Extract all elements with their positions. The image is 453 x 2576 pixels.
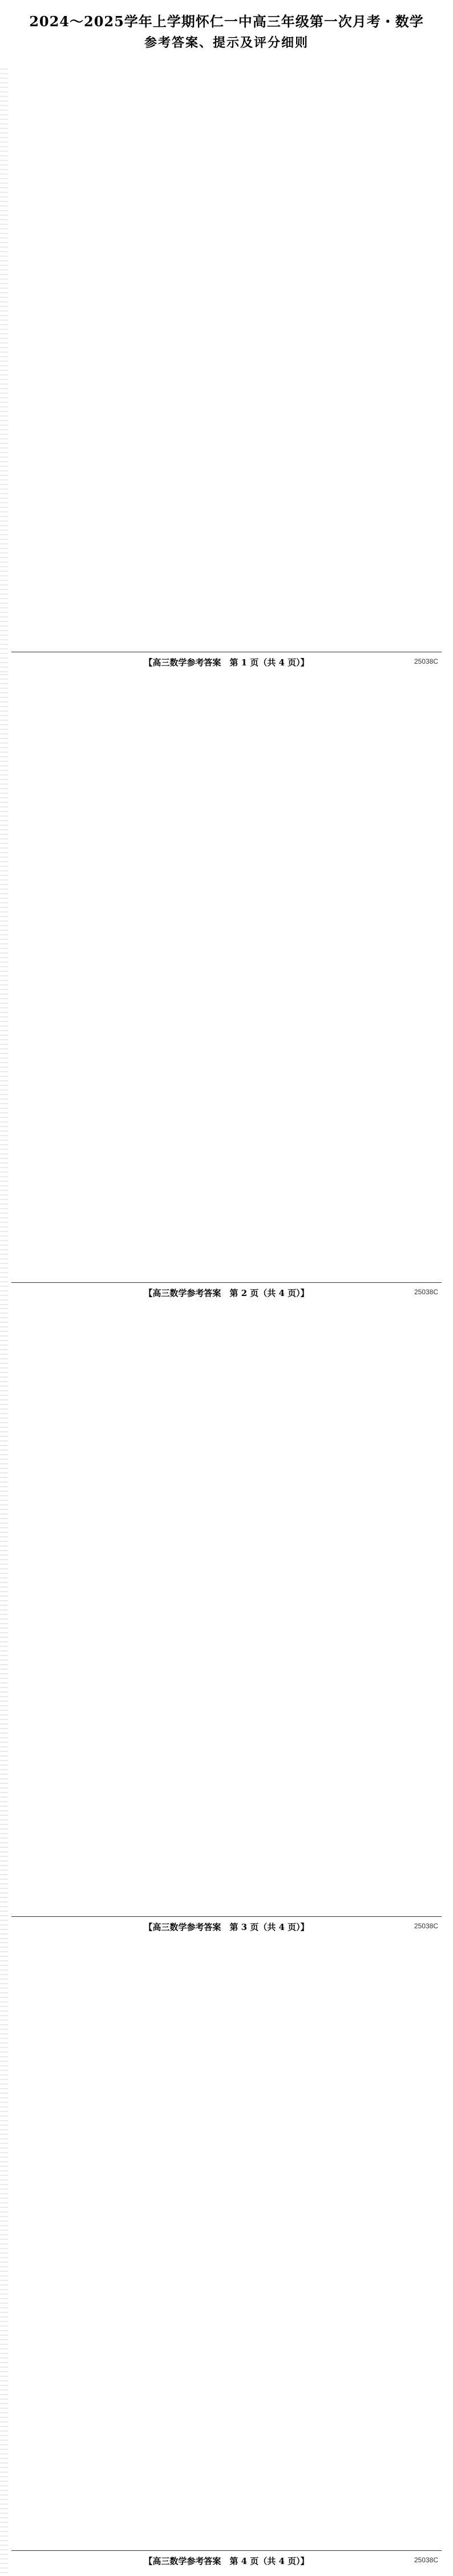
solution-line [15,1126,438,1142]
solution-line [15,1664,438,1680]
solution-line [15,153,438,169]
solution-line [15,1979,438,1994]
solution-line [15,1728,438,1744]
solution-line [15,473,438,488]
solution-line [15,1174,438,1190]
solution-line [15,950,438,966]
solution-line [15,1392,438,1408]
answer-page-3 [0,1308,453,1942]
solution-line [15,1552,438,1568]
solution-line [15,1376,438,1392]
solution-line [15,870,438,886]
page-3-footer-label: 【高三数学参考答案 第 3 页（共 4 页）】 [144,1922,309,1932]
document-subtitle: 参考答案、提示及评分细则 [144,35,309,50]
scan-margin-texture [0,68,8,674]
solution-line [15,790,438,806]
solution-line [15,1329,438,1344]
page-3-footer-code: 25038C [414,1922,438,1930]
solution-line [15,1536,438,1552]
solution-line [15,1488,438,1504]
solution-line [15,1808,438,1824]
solution-line [15,726,438,742]
solution-line [15,1408,438,1424]
solution-line [15,2042,438,2058]
solution-line [15,504,438,520]
solution-line [15,281,438,297]
solution-line [15,2506,438,2522]
solution-line [15,1142,438,1158]
solution-line [15,2298,438,2314]
scan-margin-texture [0,1308,8,1942]
solution-line [15,201,438,217]
solution-line [15,2266,438,2282]
solution-line [15,265,438,281]
page-1-body [15,73,438,632]
solution-line [15,2234,438,2250]
solution-line [15,1360,438,1376]
solution-line [15,1947,438,1963]
solution-line [15,1856,438,1872]
solution-line [15,616,438,632]
solution-line [15,2218,438,2234]
solution-line [15,121,438,137]
solution-line [15,1696,438,1712]
solution-line [15,488,438,504]
document-header [0,0,453,68]
solution-line [15,2170,438,2186]
solution-line [15,1584,438,1600]
solution-line [15,1206,438,1222]
solution-line [15,520,438,536]
solution-line [15,2138,438,2154]
page-3-body [15,1313,438,1895]
solution-line [15,822,438,838]
solution-line [15,2314,438,2330]
solution-line [15,2362,438,2378]
page-2-footer-banner [0,1282,453,1303]
solution-line [15,2090,438,2106]
solution-line [15,409,438,425]
solution-line [15,568,438,584]
page-4-footer-code: 25038C [414,2556,438,2564]
solution-line [15,806,438,822]
solution-line [15,1744,438,1760]
solution-line [15,2026,438,2042]
solution-line [15,1776,438,1792]
solution-line [15,1440,438,1456]
solution-line [15,1313,438,1329]
solution-line [15,1062,438,1078]
solution-line [15,2378,438,2394]
solution-line [15,1456,438,1472]
solution-line [15,2442,438,2458]
solution-line [15,1094,438,1110]
solution-line [15,1504,438,1520]
page-1-footer-code: 25038C [414,657,438,665]
solution-line [15,313,438,329]
solution-line [15,854,438,870]
solution-line [15,2122,438,2138]
solution-line [15,1792,438,1808]
solution-line [15,361,438,377]
solution-line [15,441,438,457]
solution-line [15,1712,438,1728]
solution-line [15,2202,438,2218]
page-4-footer-label: 【高三数学参考答案 第 4 页（共 4 页）】 [144,2556,309,2566]
answer-page-2 [0,674,453,1308]
solution-line [15,1520,438,1536]
solution-line [15,966,438,982]
solution-line [15,1078,438,1094]
solution-line [15,918,438,934]
solution-line [15,2010,438,2026]
solution-line [15,1014,438,1030]
solution-line [15,73,438,89]
solution-line [15,1568,438,1584]
solution-line [15,1110,438,1126]
footer-rule [11,2550,442,2551]
page-1-footer-banner [0,652,453,672]
solution-line [15,1760,438,1776]
page-4-body [15,1947,438,2529]
solution-line [15,2282,438,2298]
solution-line [15,185,438,201]
solution-line [15,137,438,153]
scan-margin-texture [0,674,8,1308]
solution-line [15,1472,438,1488]
solution-line [15,1632,438,1648]
solution-line [15,600,438,616]
solution-line [15,1344,438,1360]
solution-line [15,425,438,441]
solution-line [15,1222,438,1238]
solution-line [15,2330,438,2346]
page-2-footer-label: 【高三数学参考答案 第 2 页（共 4 页）】 [144,1288,309,1298]
page-1-footer-label: 【高三数学参考答案 第 1 页（共 4 页）】 [144,657,309,668]
solution-line [15,536,438,552]
solution-line [15,886,438,902]
solution-line [15,2186,438,2202]
solution-line [15,902,438,918]
solution-line [15,1190,438,1206]
solution-line [15,758,438,774]
solution-line [15,457,438,473]
solution-line [15,329,438,345]
answer-page-4 [0,1942,453,2576]
solution-line [15,2394,438,2410]
solution-line [15,249,438,265]
solution-line [15,2426,438,2442]
footer-rule [11,1916,442,1917]
solution-line [15,297,438,313]
solution-line [15,2058,438,2074]
solution-line [15,742,438,758]
solution-line [15,2346,438,2362]
solution-line [15,2410,438,2426]
solution-line [15,1600,438,1616]
document-title: 2024～2025学年上学期怀仁一中高三年级第一次月考・数学 [29,13,424,30]
solution-line [15,934,438,950]
solution-line [15,1963,438,1979]
solution-line [15,2250,438,2266]
scan-margin-texture [0,1942,8,2576]
solution-line [15,1680,438,1696]
page-3-footer-banner [0,1916,453,1937]
solution-line [15,1840,438,1856]
solution-line [15,838,438,854]
solution-line [15,377,438,393]
solution-line [15,2490,438,2506]
solution-line [15,2154,438,2170]
solution-line [15,169,438,185]
solution-line [15,89,438,105]
solution-line [15,710,438,726]
solution-line [15,1648,438,1664]
solution-line [15,2106,438,2122]
solution-line [15,233,438,249]
solution-line [15,217,438,233]
solution-line [15,695,438,710]
page-2-body [15,679,438,1261]
solution-line [15,774,438,790]
solution-line [15,1158,438,1174]
solution-line [15,1994,438,2010]
solution-line [15,1046,438,1062]
answer-page-1 [0,68,453,674]
page-2-footer-code: 25038C [414,1288,438,1296]
page-4-footer-banner [0,2550,453,2571]
solution-line [15,998,438,1014]
solution-line [15,1616,438,1632]
solution-line [15,105,438,121]
solution-line [15,1872,438,1888]
footer-rule [11,1282,442,1283]
solution-line [15,2474,438,2490]
solution-line [15,1030,438,1046]
solution-line [15,1824,438,1840]
solution-line [15,552,438,568]
solution-line [15,345,438,361]
solution-line [15,1424,438,1440]
solution-line [15,393,438,409]
solution-line [15,2458,438,2474]
solution-line [15,982,438,998]
solution-line [15,2074,438,2090]
solution-line [15,584,438,600]
solution-line [15,1238,438,1254]
solution-line [15,679,438,695]
